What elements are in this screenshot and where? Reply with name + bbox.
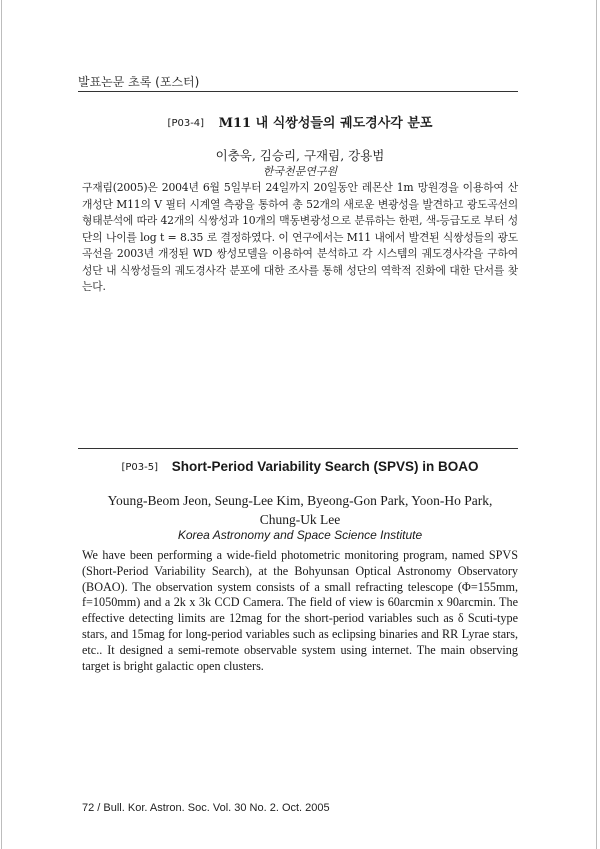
header-rule (78, 91, 518, 92)
abstract-2-authors-line-1: Young-Beom Jeon, Seung-Lee Kim, Byeong-Gon Park, Yoon-Ho Park, (107, 493, 493, 508)
abstract-2-affiliation: Korea Astronomy and Space Science Institute (177, 528, 423, 542)
abstract-2-authors (0, 491, 600, 529)
abstract-1-code: [P03-4] (167, 118, 205, 129)
running-head: 발표논문 초록 (포스터) (78, 75, 200, 89)
abstract-1-affiliation: 한국천문연구원 (262, 165, 338, 178)
abstract-1-body: 구재림(2005)은 2004년 6월 5일부터 24일까지 20일동안 레몬산 1m 망원경을 이용하여 산개성단 M11의 V 필터 시계열 측광을 통하여 총 52개의 새로운 변광성을 발견하고 광도곡선의 형태분석에 따라 42개의 식쌍성과 10개의 맥동변광성으로 분류하는 한편, 색-등급도로 부터 성단의 나이를 log t = 8.35 로 결정하였다. 이 연구에서는 M11 내에서 발견된 식쌍성들의 광도곡선을 2003년 개정된 WD 쌍성모델을 이용하여 분석하고 각 시스템의 궤도경사각을 구하여 성단 내 식쌍성들의 궤도경사각 분포에 대한 조사를 통해 성단의 역학적 진화에 대한 단서를 찾는다. (82, 181, 518, 293)
abstract-1-title: M11 내 식쌍성들의 궤도경사각 분포 (218, 116, 433, 131)
abstract-1-authors: 이충욱, 김승리, 구재림, 강용범 (215, 148, 385, 163)
section-divider (78, 448, 518, 449)
abstract-2-authors-line-2: Chung-Uk Lee (259, 512, 341, 527)
page-footer: 72 / Bull. Kor. Astron. Soc. Vol. 30 No. 2. Oct. 2005 (82, 802, 330, 814)
abstract-2-code: [P03-5] (121, 462, 158, 473)
abstract-2-title: Short-Period Variability Search (SPVS) in BOAO (171, 459, 479, 474)
abstract-2-body: We have been performing a wide-field photometric monitoring program, named SPVS (Short-Period Variability Search), at the Bohyunsan Optical Astronomy Observatory (BOAO). The observation system consists of a small refracting telescope (Φ=155mm, f=1050mm) and a 2k x 3k CCD Camera. The field of view is 60arcmin x 90arcmin. The effective detecting limits are 12mag for the short-period variables such as δ Scuti-type stars, and 15mag for long-period variables such as eclipsing binaries and RR Lyrae stars, etc.. It designed a semi-remote observable system using internet. The main observing target is bright galactic open clusters. (82, 548, 518, 673)
abstract-2-title-line (0, 459, 600, 474)
abstract-1-title-line (0, 112, 600, 131)
